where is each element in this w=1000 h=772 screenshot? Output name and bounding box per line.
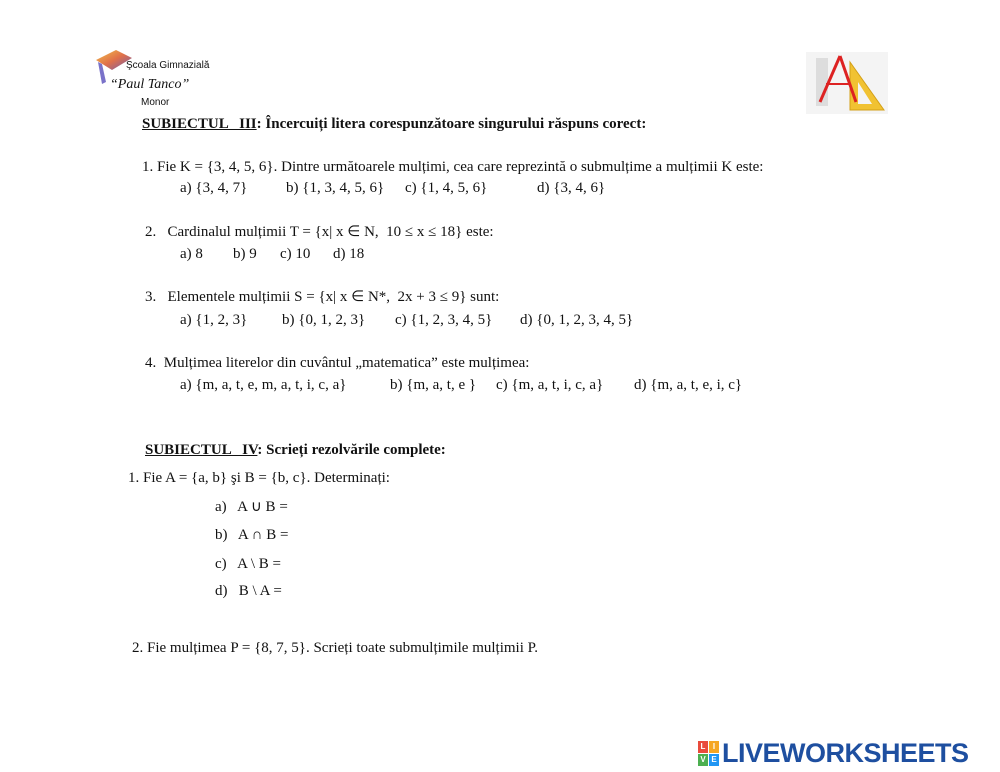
q4-option-b[interactable]: b) {m, a, t, e } [390, 377, 477, 393]
liveworksheets-tiles-icon: L I V E [698, 741, 719, 766]
iv-q1-item-a[interactable]: a) A ∪ B = [215, 499, 288, 515]
iv-q1-item-c[interactable]: c) A \ B = [215, 556, 281, 572]
section4-label: SUBIECTUL IV [145, 442, 258, 458]
geometry-logo [806, 52, 888, 114]
iv-q1-item-b[interactable]: b) A ∩ B = [215, 527, 289, 543]
q3-option-c[interactable]: c) {1, 2, 3, 4, 5} [395, 312, 493, 328]
liveworksheets-logo [698, 738, 969, 769]
q4-text: 4. Mulțimea literelor din cuvântul „matematica” este mulțimea: [145, 355, 530, 371]
section3-label: SUBIECTUL III [142, 116, 257, 132]
section3-title [142, 115, 646, 133]
q3-option-b[interactable]: b) {0, 1, 2, 3} [282, 312, 366, 328]
compass-triangle-icon [806, 52, 888, 114]
section4-title [145, 441, 446, 459]
q2-option-c[interactable]: c) 10 [280, 246, 311, 262]
q1-option-c[interactable]: c) {1, 4, 5, 6} [405, 180, 488, 196]
q3-option-d[interactable]: d) {0, 1, 2, 3, 4, 5} [520, 312, 634, 328]
section3-instruction: : Încercuiți litera corespunzătoare singurului răspuns corect: [256, 116, 647, 132]
q3-text: 3. Elementele mulțimii S = {x| x ∈ N*, 2x + 3 ≤ 9} sunt: [145, 289, 500, 305]
q1-text: 1. Fie K = {3, 4, 5, 6}. Dintre următoarele mulțimi, cea care reprezintă o submulțime a mulțimii K este: [142, 159, 764, 175]
q4-option-a[interactable]: a) {m, a, t, e, m, a, t, i, c, a} [180, 377, 347, 393]
school-line1: Şcoala Gimnazială [126, 60, 210, 71]
school-town: Monor [141, 97, 170, 108]
q2-option-d[interactable]: d) 18 [333, 246, 365, 262]
q1-option-d[interactable]: d) {3, 4, 6} [537, 180, 606, 196]
q3-option-a[interactable]: a) {1, 2, 3} [180, 312, 248, 328]
q4-option-c[interactable]: c) {m, a, t, i, c, a} [496, 377, 604, 393]
iv-q2-text: 2. Fie mulțimea P = {8, 7, 5}. Scrieți toate submulțimile mulțimii P. [132, 640, 539, 656]
q2-text: 2. Cardinalul mulțimii T = {x| x ∈ N, 10 ≤ x ≤ 18} este: [145, 224, 494, 240]
q1-option-b[interactable]: b) {1, 3, 4, 5, 6} [286, 180, 385, 196]
q2-option-b[interactable]: b) 9 [233, 246, 257, 262]
section4-instruction: : Scrieți rezolvările complete: [257, 442, 446, 458]
iv-q1-item-d[interactable]: d) B \ A = [215, 583, 282, 599]
q2-option-a[interactable]: a) 8 [180, 246, 203, 262]
liveworksheets-brand: LIVEWORKSHEETS [722, 738, 969, 768]
school-name: “Paul Tanco” [110, 77, 190, 92]
q4-option-d[interactable]: d) {m, a, t, e, i, c} [634, 377, 743, 393]
q1-option-a[interactable]: a) {3, 4, 7} [180, 180, 248, 196]
iv-q1-text: 1. Fie A = {a, b} şi B = {b, c}. Determinați: [128, 470, 390, 486]
